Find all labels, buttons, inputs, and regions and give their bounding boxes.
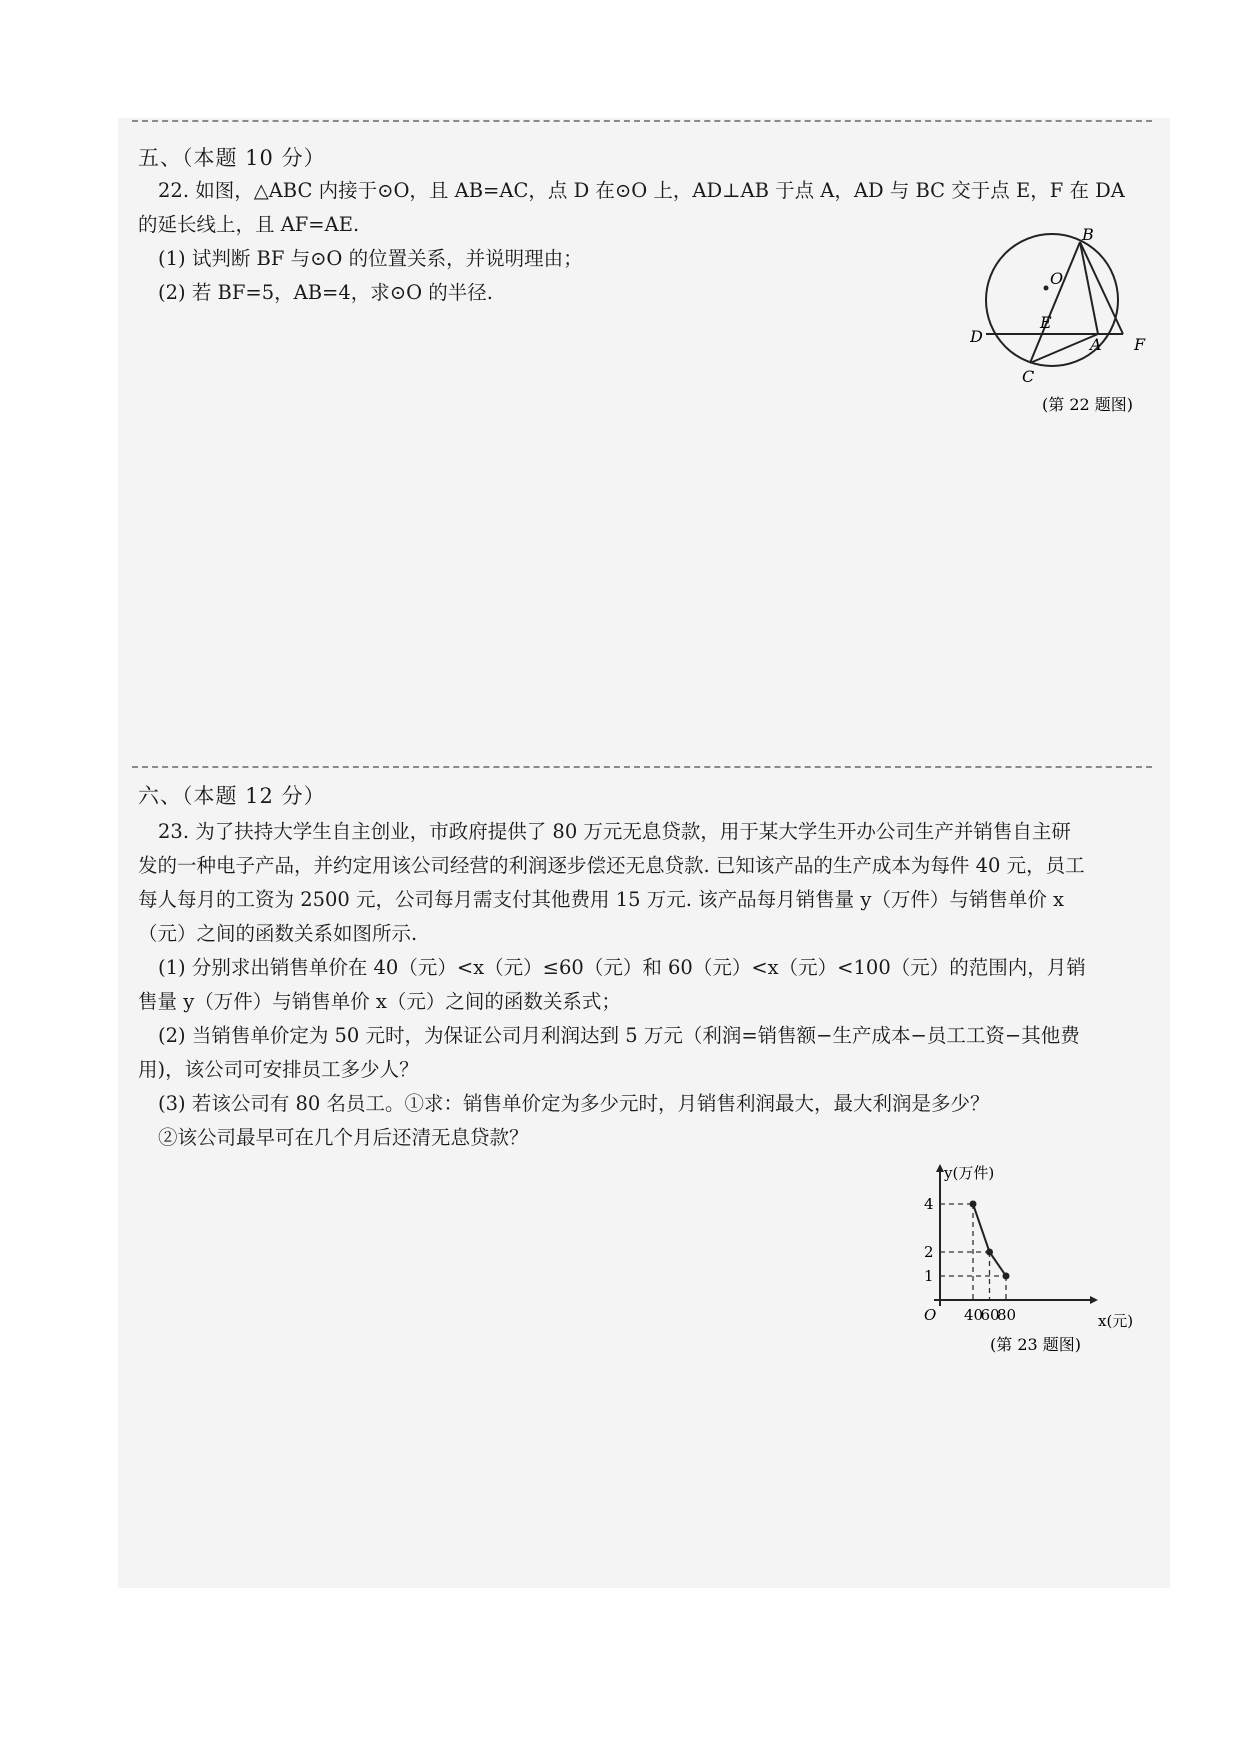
label-C: C	[1022, 367, 1035, 386]
q23-line4: （元）之间的函数关系如图所示.	[138, 922, 418, 945]
q23-part1a: (1) 分别求出销售单价在 40（元）<x（元）≤60（元）和 60（元）<x（元）<100（元）的范围内，月销	[158, 956, 1086, 979]
q23-line3: 每人每月的工资为 2500 元，公司每月需支付其他费用 15 万元. 该产品每月销售量 y（万件）与销售单价 x	[138, 888, 1065, 911]
section5-heading: 五、（本题 10 分）	[138, 146, 326, 170]
q23-caption: (第 23 题图)	[990, 1335, 1082, 1354]
q22-part2: (2) 若 BF=5，AB=4，求⊙O 的半径.	[158, 281, 494, 304]
top-divider	[132, 120, 1152, 122]
label-A: A	[1090, 335, 1102, 354]
data-point	[986, 1249, 993, 1256]
label-F: F	[1134, 335, 1146, 354]
q22-caption: (第 22 题图)	[1042, 395, 1134, 414]
x-axis-label: x(元)	[1098, 1312, 1134, 1330]
y-tick-label: 1	[924, 1267, 934, 1285]
y-axis-arrow	[936, 1164, 944, 1172]
x-tick-label: 40	[964, 1306, 984, 1324]
label-D: D	[970, 327, 983, 346]
y-tick-label: 2	[924, 1243, 934, 1261]
origin-label: O	[924, 1306, 937, 1324]
x-tick-label: 60	[980, 1306, 1000, 1324]
q22-line1: 22. 如图，△ABC 内接于⊙O，且 AB=AC，点 D 在⊙O 上，AD⊥AB 于点 A，AD 与 BC 交于点 E，F 在 DA	[158, 179, 1125, 202]
x-tick-label: 80	[997, 1306, 1017, 1324]
q23-part3a: (3) 若该公司有 80 名员工。①求：销售单价定为多少元时，月销售利润最大，最大利润是多少？	[158, 1092, 990, 1115]
q23-line2: 发的一种电子产品，并约定用该公司经营的利润逐步偿还无息贷款. 已知该产品的生产成本为每件 40 元，员工	[138, 854, 1085, 877]
data-point	[970, 1201, 977, 1208]
y-tick-label: 4	[924, 1195, 934, 1213]
label-E: E	[1040, 313, 1052, 332]
x-axis-arrow	[1090, 1296, 1098, 1304]
q23-part2a: (2) 当销售单价定为 50 元时，为保证公司月利润达到 5 万元（利润=销售额−生产成本−员工工资−其他费	[158, 1024, 1080, 1047]
label-B: B	[1082, 225, 1094, 244]
y-axis-label: y(万件)	[944, 1164, 995, 1182]
section6-heading: 六、（本题 12 分）	[138, 784, 326, 808]
q22-figure	[970, 222, 1170, 422]
q23-part1b: 售量 y（万件）与销售单价 x（元）之间的函数关系式；	[138, 990, 621, 1013]
q22-part1: (1) 试判断 BF 与⊙O 的位置关系，并说明理由；	[158, 247, 583, 270]
q23-part3b: ②该公司最早可在几个月后还清无息贷款？	[158, 1126, 529, 1149]
data-point	[1003, 1273, 1010, 1280]
section-divider	[132, 766, 1152, 768]
q22-line2: 的延长线上，且 AF=AE.	[138, 213, 360, 236]
q23-chart	[920, 1160, 1160, 1360]
label-O: O	[1050, 269, 1064, 288]
q23-part2b: 用)，该公司可安排员工多少人？	[138, 1058, 419, 1081]
q23-line1: 23. 为了扶持大学生自主创业，市政府提供了 80 万元无息贷款，用于某大学生开办公司生产并销售自主研	[158, 820, 1071, 843]
